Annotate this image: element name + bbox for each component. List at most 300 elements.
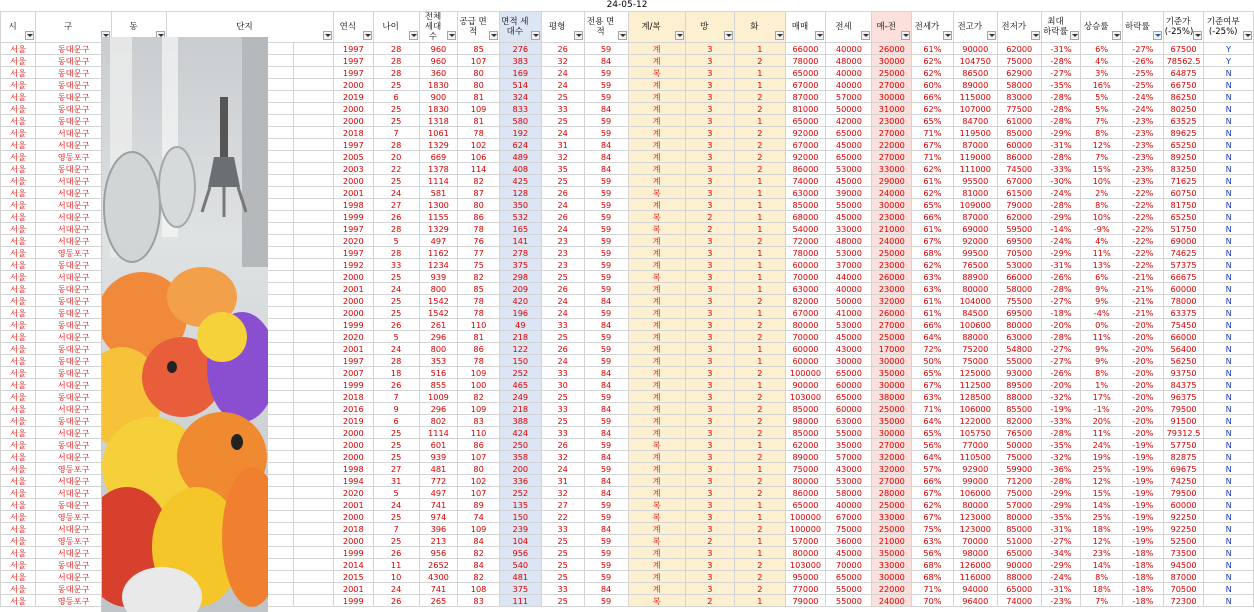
filter-dropdown-icon[interactable] — [861, 31, 870, 40]
table-cell[interactable]: 70500 — [1163, 583, 1204, 595]
table-cell[interactable]: 32 — [541, 55, 584, 67]
table-cell[interactable]: 31 — [373, 475, 419, 487]
table-cell[interactable]: 98000 — [785, 415, 826, 427]
table-cell[interactable]: N — [1204, 67, 1254, 79]
table-cell[interactable]: 서울 — [1, 283, 36, 295]
table-cell[interactable]: 65% — [912, 115, 954, 127]
table-cell[interactable]: 9% — [1081, 283, 1123, 295]
table-cell[interactable]: 1 — [735, 379, 786, 391]
table-cell[interactable]: 30000 — [872, 91, 912, 103]
table-cell[interactable]: 25000 — [872, 247, 912, 259]
table-cell[interactable]: 424 — [499, 427, 541, 439]
table-cell[interactable]: 8% — [1081, 127, 1123, 139]
table-cell[interactable]: N — [1204, 139, 1254, 151]
table-cell[interactable]: 32 — [541, 451, 584, 463]
table-cell[interactable]: 24 — [541, 79, 584, 91]
table-cell[interactable]: 5 — [373, 235, 419, 247]
table-cell[interactable]: 24 — [373, 583, 419, 595]
table-cell[interactable]: 61% — [912, 43, 954, 55]
table-cell[interactable]: -28% — [1041, 283, 1081, 295]
table-cell[interactable]: 86 — [458, 439, 500, 451]
table-cell[interactable]: 80000 — [953, 499, 997, 511]
table-cell[interactable]: 80000 — [785, 319, 826, 331]
table-cell[interactable]: 70000 — [785, 331, 826, 343]
table-cell[interactable]: 1 — [735, 547, 786, 559]
table-cell[interactable]: 60750 — [1163, 187, 1204, 199]
table-cell[interactable]: 99000 — [953, 475, 997, 487]
table-cell[interactable]: 계 — [628, 343, 685, 355]
filter-dropdown-icon[interactable] — [409, 31, 418, 40]
table-cell[interactable]: 250 — [499, 439, 541, 451]
table-cell[interactable]: 122 — [499, 343, 541, 355]
table-cell[interactable]: N — [1204, 79, 1254, 91]
table-cell[interactable]: 14% — [1081, 499, 1123, 511]
table-cell[interactable]: 2 — [735, 151, 786, 163]
table-cell[interactable]: 동대문구 — [36, 259, 112, 271]
table-cell[interactable]: 74 — [458, 511, 500, 523]
table-cell[interactable]: 복 — [628, 511, 685, 523]
table-cell[interactable]: -28% — [1041, 151, 1081, 163]
table-cell[interactable]: 336 — [499, 475, 541, 487]
table-cell[interactable] — [294, 223, 334, 235]
table-cell[interactable]: 102 — [458, 475, 500, 487]
table-cell[interactable]: 25 — [373, 79, 419, 91]
table-cell[interactable]: 27 — [541, 499, 584, 511]
table-cell[interactable]: 23000 — [872, 115, 912, 127]
table-cell[interactable]: 3 — [685, 295, 734, 307]
table-cell[interactable]: 72300 — [1163, 595, 1204, 607]
table-cell[interactable]: 59 — [584, 43, 628, 55]
table-cell[interactable]: 2 — [735, 331, 786, 343]
table-cell[interactable]: 1830 — [419, 79, 457, 91]
table-cell[interactable]: 59 — [584, 391, 628, 403]
table-cell[interactable]: 425 — [499, 175, 541, 187]
table-cell[interactable]: 84 — [584, 319, 628, 331]
table-cell[interactable]: 17% — [1081, 391, 1123, 403]
table-cell[interactable]: -21% — [1123, 283, 1164, 295]
table-cell[interactable]: 92900 — [953, 463, 997, 475]
table-cell[interactable]: 동대문구 — [36, 319, 112, 331]
table-cell[interactable]: 26 — [373, 547, 419, 559]
table-cell[interactable] — [294, 343, 334, 355]
table-cell[interactable]: 영등포구 — [36, 511, 112, 523]
table-cell[interactable]: 2 — [735, 451, 786, 463]
table-cell[interactable]: 6 — [373, 415, 419, 427]
table-cell[interactable]: 26000 — [872, 271, 912, 283]
table-cell[interactable]: N — [1204, 103, 1254, 115]
filter-dropdown-icon[interactable] — [1070, 31, 1079, 40]
table-cell[interactable]: 112500 — [953, 379, 997, 391]
table-cell[interactable]: 96375 — [1163, 391, 1204, 403]
table-cell[interactable]: N — [1204, 115, 1254, 127]
table-cell[interactable]: 25 — [541, 547, 584, 559]
table-cell[interactable]: -23% — [1123, 151, 1164, 163]
table-cell[interactable] — [294, 91, 334, 103]
table-cell[interactable]: 59500 — [997, 223, 1041, 235]
table-cell[interactable]: 91500 — [1163, 415, 1204, 427]
table-cell[interactable]: 57000 — [785, 535, 826, 547]
table-cell[interactable]: 53000 — [826, 247, 872, 259]
table-cell[interactable]: 833 — [499, 103, 541, 115]
table-cell[interactable] — [294, 463, 334, 475]
table-cell[interactable]: 35000 — [872, 367, 912, 379]
table-cell[interactable]: -21% — [1123, 271, 1164, 283]
table-cell[interactable]: 350 — [499, 199, 541, 211]
table-cell[interactable]: 218 — [499, 403, 541, 415]
table-cell[interactable]: 2 — [735, 487, 786, 499]
table-cell[interactable]: N — [1204, 463, 1254, 475]
table-cell[interactable]: 56% — [912, 439, 954, 451]
table-cell[interactable]: 77000 — [953, 439, 997, 451]
table-cell[interactable]: 서울 — [1, 499, 36, 511]
table-cell[interactable]: N — [1204, 163, 1254, 175]
table-cell[interactable]: 서대문구 — [36, 199, 112, 211]
table-cell[interactable]: 2001 — [334, 583, 374, 595]
table-cell[interactable]: N — [1204, 439, 1254, 451]
table-cell[interactable]: 24 — [541, 199, 584, 211]
table-cell[interactable]: 2 — [735, 391, 786, 403]
table-cell[interactable]: 4% — [1081, 235, 1123, 247]
table-cell[interactable] — [294, 67, 334, 79]
table-cell[interactable]: -26% — [1041, 367, 1081, 379]
table-cell[interactable]: 800 — [419, 283, 457, 295]
table-cell[interactable]: 12% — [1081, 535, 1123, 547]
table-cell[interactable]: 서울 — [1, 475, 36, 487]
table-cell[interactable]: 13% — [1081, 259, 1123, 271]
table-cell[interactable]: -24% — [1041, 187, 1081, 199]
table-cell[interactable] — [294, 151, 334, 163]
table-cell[interactable]: 3 — [685, 523, 734, 535]
table-cell[interactable]: 83250 — [1163, 163, 1204, 175]
table-cell[interactable]: 70% — [912, 595, 954, 607]
table-cell[interactable]: -28% — [1041, 331, 1081, 343]
table-cell[interactable]: 81 — [458, 115, 500, 127]
table-cell[interactable]: N — [1204, 379, 1254, 391]
table-cell[interactable]: 169 — [499, 67, 541, 79]
table-cell[interactable]: 70000 — [826, 559, 872, 571]
table-cell[interactable]: 59900 — [997, 463, 1041, 475]
table-cell[interactable]: 2 — [735, 103, 786, 115]
table-cell[interactable]: 115000 — [953, 91, 997, 103]
table-cell[interactable]: 2% — [1081, 187, 1123, 199]
table-cell[interactable]: 복 — [628, 271, 685, 283]
table-cell[interactable]: 2 — [735, 415, 786, 427]
table-cell[interactable]: 영등포구 — [36, 151, 112, 163]
table-cell[interactable]: 3 — [685, 463, 734, 475]
table-cell[interactable]: 2019 — [334, 91, 374, 103]
table-cell[interactable]: 55000 — [826, 427, 872, 439]
table-cell[interactable]: 서울 — [1, 319, 36, 331]
table-cell[interactable]: 27000 — [872, 319, 912, 331]
table-cell[interactable]: N — [1204, 343, 1254, 355]
table-cell[interactable]: 28 — [373, 55, 419, 67]
table-cell[interactable]: 서울 — [1, 403, 36, 415]
table-cell[interactable]: 123000 — [953, 511, 997, 523]
table-cell[interactable]: 33 — [541, 583, 584, 595]
table-cell[interactable]: 581 — [419, 187, 457, 199]
table-cell[interactable]: 2 — [735, 475, 786, 487]
table-cell[interactable]: 25 — [541, 175, 584, 187]
table-cell[interactable]: 24 — [373, 343, 419, 355]
table-cell[interactable]: 81000 — [785, 103, 826, 115]
table-cell[interactable] — [294, 571, 334, 583]
table-cell[interactable]: 16% — [1081, 79, 1123, 91]
table-cell[interactable]: 동대문구 — [36, 307, 112, 319]
table-cell[interactable]: 계 — [628, 355, 685, 367]
table-cell[interactable]: 1% — [1081, 379, 1123, 391]
table-cell[interactable]: 84375 — [1163, 379, 1204, 391]
table-cell[interactable]: 62000 — [997, 43, 1041, 55]
table-cell[interactable]: 1999 — [334, 319, 374, 331]
table-cell[interactable]: 계 — [628, 163, 685, 175]
table-cell[interactable]: 84 — [584, 427, 628, 439]
table-cell[interactable]: 60000 — [785, 343, 826, 355]
table-cell[interactable]: 3 — [685, 319, 734, 331]
table-cell[interactable]: 서울 — [1, 151, 36, 163]
table-cell[interactable]: 375 — [499, 583, 541, 595]
table-cell[interactable]: 복 — [628, 595, 685, 607]
table-cell[interactable]: 동대문구 — [36, 439, 112, 451]
table-cell[interactable]: N — [1204, 151, 1254, 163]
table-cell[interactable]: 동대문구 — [36, 583, 112, 595]
table-cell[interactable]: 59 — [584, 259, 628, 271]
table-cell[interactable]: 59 — [584, 223, 628, 235]
table-cell[interactable]: 2 — [735, 91, 786, 103]
table-cell[interactable]: 85000 — [785, 403, 826, 415]
filter-dropdown-icon[interactable] — [489, 31, 498, 40]
table-cell[interactable]: 30 — [541, 379, 584, 391]
table-cell[interactable]: 960 — [419, 55, 457, 67]
table-cell[interactable]: 3 — [685, 271, 734, 283]
table-cell[interactable]: 계 — [628, 427, 685, 439]
table-cell[interactable]: 59 — [584, 559, 628, 571]
table-cell[interactable]: 497 — [419, 487, 457, 499]
table-cell[interactable]: N — [1204, 367, 1254, 379]
table-cell[interactable]: 계 — [628, 583, 685, 595]
table-cell[interactable]: -19% — [1123, 535, 1164, 547]
table-cell[interactable]: 65% — [912, 427, 954, 439]
table-cell[interactable]: 1 — [735, 43, 786, 55]
table-cell[interactable]: 서대문구 — [36, 175, 112, 187]
table-cell[interactable]: N — [1204, 571, 1254, 583]
table-cell[interactable]: 1 — [735, 511, 786, 523]
table-cell[interactable]: 1997 — [334, 355, 374, 367]
table-cell[interactable]: 2000 — [334, 115, 374, 127]
table-cell[interactable]: 6 — [373, 91, 419, 103]
table-cell[interactable]: 84 — [584, 403, 628, 415]
table-cell[interactable]: 114 — [458, 163, 500, 175]
table-cell[interactable]: 18% — [1081, 583, 1123, 595]
table-cell[interactable]: 2 — [735, 235, 786, 247]
table-cell[interactable]: -32% — [1041, 391, 1081, 403]
table-cell[interactable]: 서울 — [1, 331, 36, 343]
table-cell[interactable]: -29% — [1041, 211, 1081, 223]
table-cell[interactable]: -29% — [1041, 247, 1081, 259]
table-cell[interactable]: 960 — [419, 43, 457, 55]
table-cell[interactable]: 78 — [458, 307, 500, 319]
table-cell[interactable]: 2015 — [334, 571, 374, 583]
table-cell[interactable]: 서대문구 — [36, 427, 112, 439]
table-cell[interactable]: 32000 — [872, 295, 912, 307]
table-cell[interactable]: 서울 — [1, 451, 36, 463]
filter-dropdown-icon[interactable] — [323, 31, 332, 40]
table-cell[interactable]: 109 — [458, 523, 500, 535]
table-cell[interactable]: -28% — [1041, 55, 1081, 67]
table-cell[interactable]: -22% — [1123, 259, 1164, 271]
table-cell[interactable]: 25 — [373, 271, 419, 283]
table-cell[interactable]: 25 — [373, 439, 419, 451]
table-cell[interactable]: -19% — [1123, 463, 1164, 475]
table-cell[interactable]: -19% — [1123, 511, 1164, 523]
table-cell[interactable]: 92250 — [1163, 511, 1204, 523]
table-cell[interactable]: 109 — [458, 103, 500, 115]
table-cell[interactable]: 48000 — [826, 55, 872, 67]
table-cell[interactable]: 108 — [458, 583, 500, 595]
table-cell[interactable]: 40000 — [826, 79, 872, 91]
table-cell[interactable]: 5% — [1081, 91, 1123, 103]
table-cell[interactable]: 1162 — [419, 247, 457, 259]
table-cell[interactable]: 95000 — [785, 571, 826, 583]
table-cell[interactable]: 55000 — [826, 595, 872, 607]
table-cell[interactable]: 298 — [499, 271, 541, 283]
table-cell[interactable]: 60000 — [1163, 499, 1204, 511]
table-cell[interactable]: 1998 — [334, 199, 374, 211]
table-cell[interactable]: 126000 — [953, 559, 997, 571]
table-cell[interactable]: -21% — [1123, 295, 1164, 307]
table-cell[interactable]: 82 — [458, 547, 500, 559]
table-cell[interactable]: 33 — [541, 427, 584, 439]
table-cell[interactable]: N — [1204, 523, 1254, 535]
table-cell[interactable]: 109 — [458, 367, 500, 379]
table-cell[interactable]: 81 — [458, 91, 500, 103]
table-cell[interactable]: 122000 — [953, 415, 997, 427]
table-cell[interactable]: 59 — [584, 511, 628, 523]
table-cell[interactable]: 80 — [458, 79, 500, 91]
table-cell[interactable]: 서울 — [1, 67, 36, 79]
table-cell[interactable]: -19% — [1123, 499, 1164, 511]
table-cell[interactable]: -20% — [1123, 427, 1164, 439]
table-cell[interactable]: 1997 — [334, 55, 374, 67]
table-cell[interactable]: 55000 — [826, 583, 872, 595]
table-cell[interactable]: 25 — [541, 271, 584, 283]
table-cell[interactable]: -24% — [1123, 91, 1164, 103]
table-cell[interactable]: 3 — [685, 199, 734, 211]
table-cell[interactable]: 82 — [458, 271, 500, 283]
table-cell[interactable]: 82 — [458, 391, 500, 403]
table-cell[interactable]: 3 — [685, 235, 734, 247]
table-cell[interactable]: 66% — [912, 211, 954, 223]
table-cell[interactable]: 1 — [735, 67, 786, 79]
table-cell[interactable]: 27 — [373, 463, 419, 475]
table-cell[interactable]: 1 — [735, 535, 786, 547]
table-cell[interactable]: 1318 — [419, 115, 457, 127]
table-cell[interactable]: -19% — [1123, 475, 1164, 487]
table-cell[interactable]: 0% — [1081, 319, 1123, 331]
table-cell[interactable]: 974 — [419, 511, 457, 523]
table-cell[interactable]: 8% — [1081, 367, 1123, 379]
table-cell[interactable]: -20% — [1123, 379, 1164, 391]
table-cell[interactable]: 79000 — [997, 199, 1041, 211]
table-cell[interactable]: 75000 — [997, 451, 1041, 463]
table-cell[interactable]: -33% — [1041, 163, 1081, 175]
filter-dropdown-icon[interactable] — [724, 31, 733, 40]
table-cell[interactable]: 55000 — [997, 355, 1041, 367]
table-cell[interactable]: 105750 — [953, 427, 997, 439]
table-cell[interactable]: 1 — [735, 223, 786, 235]
table-cell[interactable]: -23% — [1123, 127, 1164, 139]
table-cell[interactable]: 123000 — [953, 523, 997, 535]
table-cell[interactable]: 100000 — [785, 511, 826, 523]
table-cell[interactable]: 85500 — [997, 403, 1041, 415]
table-cell[interactable]: 741 — [419, 583, 457, 595]
table-cell[interactable]: 계 — [628, 115, 685, 127]
filter-dropdown-icon[interactable] — [25, 31, 34, 40]
table-cell[interactable]: 64% — [912, 331, 954, 343]
table-cell[interactable]: 1 — [735, 595, 786, 607]
table-cell[interactable]: 58000 — [826, 487, 872, 499]
table-cell[interactable]: 64% — [912, 451, 954, 463]
table-cell[interactable]: 계 — [628, 235, 685, 247]
table-cell[interactable]: 27000 — [872, 127, 912, 139]
table-cell[interactable]: 87000 — [785, 91, 826, 103]
table-cell[interactable]: 35 — [541, 163, 584, 175]
table-cell[interactable]: 서울 — [1, 571, 36, 583]
table-cell[interactable]: 63375 — [1163, 307, 1204, 319]
table-cell[interactable]: N — [1204, 475, 1254, 487]
table-cell[interactable]: -22% — [1123, 199, 1164, 211]
filter-dropdown-icon[interactable] — [447, 31, 456, 40]
table-cell[interactable]: 6% — [1081, 271, 1123, 283]
table-cell[interactable]: 35000 — [872, 547, 912, 559]
table-cell[interactable]: 80 — [458, 463, 500, 475]
table-cell[interactable]: 103000 — [785, 559, 826, 571]
table-cell[interactable]: 3 — [685, 43, 734, 55]
table-cell[interactable] — [294, 139, 334, 151]
table-cell[interactable]: 서울 — [1, 199, 36, 211]
table-cell[interactable]: 1 — [735, 199, 786, 211]
table-cell[interactable]: 25 — [541, 91, 584, 103]
table-cell[interactable]: 107 — [458, 451, 500, 463]
table-cell[interactable]: 65000 — [785, 499, 826, 511]
table-cell[interactable]: 11% — [1081, 331, 1123, 343]
table-cell[interactable]: 30000 — [872, 199, 912, 211]
table-cell[interactable]: 32000 — [872, 463, 912, 475]
table-cell[interactable]: 5% — [1081, 103, 1123, 115]
table-cell[interactable]: 37000 — [826, 259, 872, 271]
table-cell[interactable]: 69000 — [953, 223, 997, 235]
table-cell[interactable]: 62900 — [997, 67, 1041, 79]
table-cell[interactable]: 84 — [584, 55, 628, 67]
table-cell[interactable]: 76500 — [953, 259, 997, 271]
table-cell[interactable]: 3 — [685, 499, 734, 511]
table-cell[interactable]: 서울 — [1, 583, 36, 595]
table-cell[interactable]: 계 — [628, 367, 685, 379]
table-cell[interactable]: 계 — [628, 475, 685, 487]
table-cell[interactable]: 65% — [912, 199, 954, 211]
table-cell[interactable]: 939 — [419, 451, 457, 463]
table-cell[interactable]: 1061 — [419, 127, 457, 139]
table-cell[interactable]: 23 — [541, 259, 584, 271]
table-cell[interactable]: 21000 — [872, 535, 912, 547]
table-cell[interactable]: 26 — [541, 211, 584, 223]
table-cell[interactable]: 9% — [1081, 355, 1123, 367]
table-cell[interactable]: 3 — [685, 571, 734, 583]
table-cell[interactable]: 3 — [685, 331, 734, 343]
table-cell[interactable] — [294, 355, 334, 367]
filter-dropdown-icon[interactable] — [901, 31, 910, 40]
table-cell[interactable]: 2 — [685, 223, 734, 235]
table-cell[interactable]: 61% — [912, 295, 954, 307]
